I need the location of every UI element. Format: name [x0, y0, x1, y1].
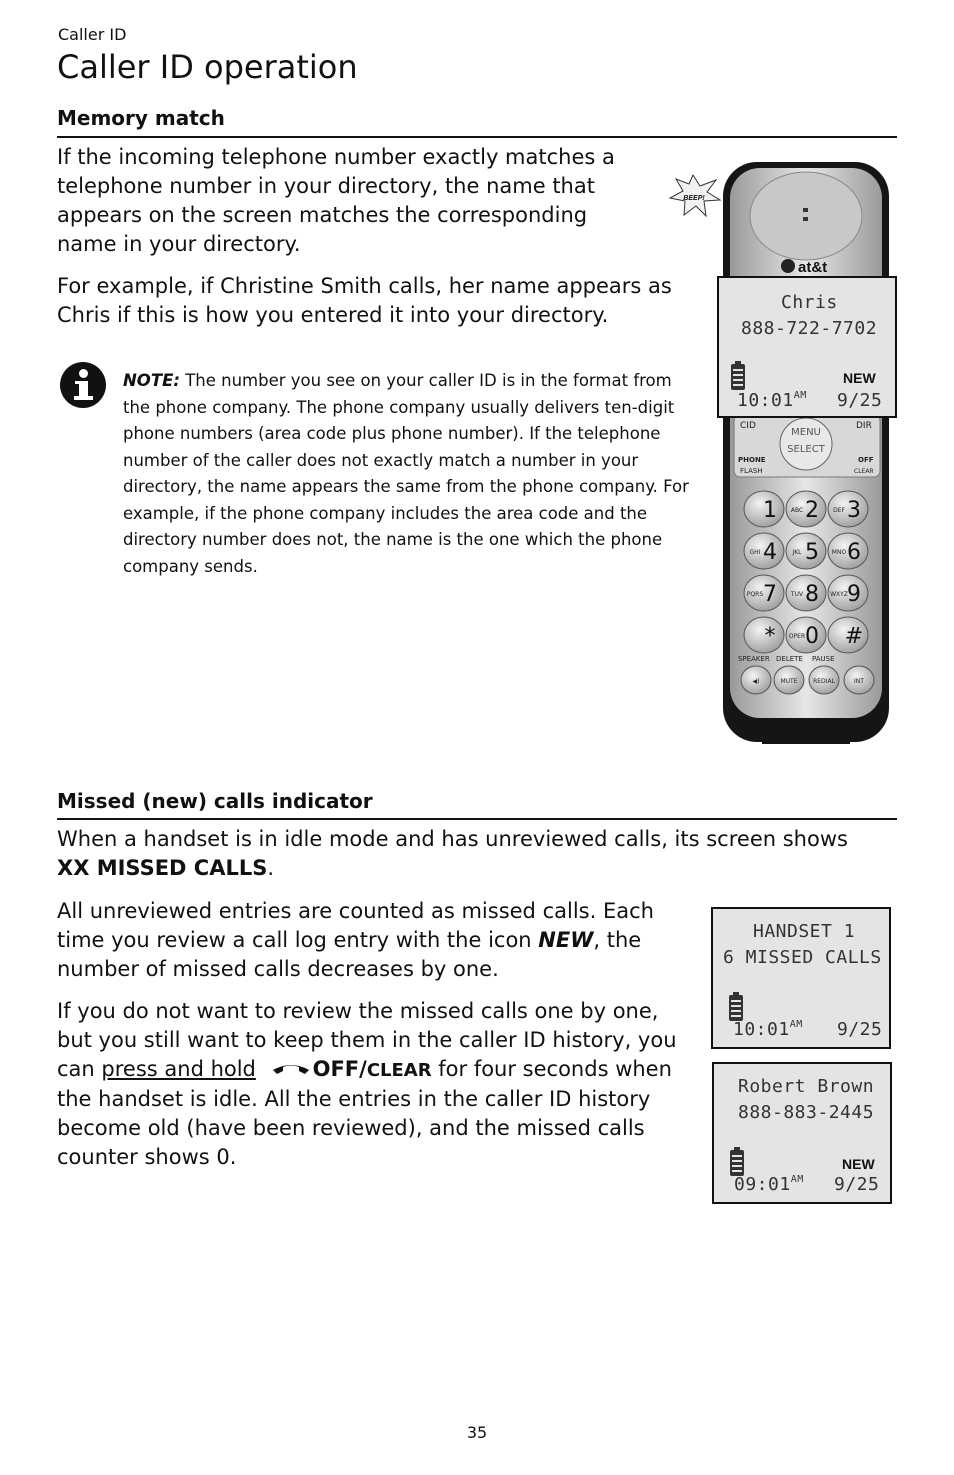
paragraph-memory-match: [57, 143, 615, 259]
missed-calls-screen: [711, 907, 891, 1049]
page-title: Caller ID operation: [57, 48, 358, 86]
screen-number: 888-722-7702: [741, 318, 878, 339]
clear-key-label: CLEAR: [854, 468, 874, 475]
text-line: become old (have been reviewed), and the missed calls: [57, 1116, 645, 1140]
text-line: All unreviewed entries are counted as missed calls. Each: [57, 899, 654, 923]
phone-off-icon: [271, 1061, 311, 1077]
missed-calls-term: XX MISSED CALLS: [57, 856, 268, 880]
keypad-digit: 8: [805, 582, 819, 607]
battery-icon: [731, 364, 745, 390]
text-line: When a handset is in idle mode and has unreviewed calls, its screen shows: [57, 827, 848, 851]
speaker-key-label: SPEAKER: [738, 655, 770, 663]
screen-time: $10:01^{AM}$: [733, 1019, 803, 1040]
keypad-digit: 5: [805, 540, 819, 565]
keypad-letters: TUV: [790, 591, 804, 598]
screen-name: Chris: [781, 292, 838, 313]
text-line: If you do not want to review the missed calls one by one,: [57, 999, 659, 1023]
keypad-digit: 4: [763, 540, 777, 565]
running-head: Caller ID: [58, 25, 127, 44]
flash-key-label: FLASH: [740, 467, 763, 475]
battery-icon: [730, 1150, 744, 1176]
screen-number: 888-883-2445: [738, 1102, 875, 1123]
text-line: name in your directory.: [57, 232, 301, 256]
clear-key-label: CLEAR: [366, 1060, 432, 1081]
text-line: telephone number in your directory, the name that: [57, 174, 595, 198]
function-key-label: INT: [854, 678, 864, 685]
screen-date: 9/25: [837, 1019, 883, 1040]
new-indicator: NEW: [842, 1156, 875, 1172]
screen-time: $10:01^{AM}$: [737, 390, 807, 411]
keypad-digit: 7: [763, 582, 777, 607]
keypad-digit: 3: [847, 498, 861, 523]
screen-date: 9/25: [834, 1174, 880, 1195]
section-heading-missed-calls: Missed (new) calls indicator: [57, 789, 373, 813]
keypad-digit: 2: [805, 498, 819, 523]
handset-screen: [717, 276, 897, 418]
press-and-hold-link: press and hold: [101, 1057, 256, 1081]
keypad-letters: GHI: [749, 549, 761, 556]
function-key-label: REDIAL: [813, 678, 835, 685]
keypad-letters: WXYZ: [830, 591, 848, 598]
function-key-label: MUTE: [780, 678, 798, 685]
keypad-digit: #: [844, 624, 864, 649]
speaker-icon: ◀): [752, 678, 760, 685]
keypad-letters: DEF: [833, 507, 845, 514]
text-line: If the incoming telephone number exactly matches a: [57, 145, 615, 169]
keypad-letters: PQRS: [746, 591, 764, 598]
text-line: appears on the screen matches the corresponding: [57, 203, 588, 227]
note-label: NOTE:: [123, 371, 180, 390]
text-line: Chris if this is how you entered it into your directory.: [57, 303, 609, 327]
keypad-letters: OPER: [788, 633, 806, 640]
delete-key-label: DELETE: [776, 655, 803, 663]
caller-screen: [712, 1062, 892, 1204]
text-line: but you still want to keep them in the caller ID history, you: [57, 1028, 677, 1052]
phone-key-label: PHONE: [738, 456, 766, 464]
paragraph-unreviewed: All unreviewed entries are counted as missed calls. Each time you review a call log entry with the icon NEW, the number of missed calls decreases by one.: [57, 897, 654, 984]
new-icon-label: NEW: [538, 928, 594, 952]
pause-key-label: PAUSE: [812, 655, 835, 663]
keypad-digit: 9: [847, 582, 861, 607]
info-icon: [60, 362, 106, 408]
beep-label: BEEP!: [683, 195, 705, 202]
cid-key-label: CID: [740, 421, 756, 431]
dir-key-label: DIR: [856, 421, 872, 431]
paragraph-press-hold: If you do not want to review the missed calls one by one, but you still want to keep them in the caller ID history, you can press and hold OFF/CLEAR for four seconds when the handset is idle. All the entries in the caller ID history become old (have been reviewed), and the missed calls counter shows 0.: [57, 997, 677, 1172]
paragraph-example: [57, 272, 672, 330]
screen-time: $09:01^{AM}$: [734, 1174, 804, 1195]
keypad-digit: *: [764, 624, 776, 649]
keypad-letters: JKL: [792, 549, 802, 556]
screen-missed-count: 6 MISSED CALLS: [723, 947, 882, 968]
note-text: The number you see on your caller ID is in the format from the phone company. The phone company usually delivers ten-digit phone numbers (area code plus phone number). If the telephone number of the caller does not exactly match a number in your directory, the name appears the same from the phone company. For example, if the phone company includes the area code and the directory number does not, the name is the one which the phone company sends.: [123, 371, 689, 576]
section-rule: [57, 136, 897, 138]
keypad-letters: ABC: [790, 507, 804, 514]
paragraph-idle-mode: When a handset is in idle mode and has unreviewed calls, its screen shows XX MISSED CALLS.: [57, 825, 897, 883]
keypad-letters: MNO: [831, 549, 847, 556]
select-key-label: SELECT: [787, 444, 825, 455]
section-rule: [57, 818, 897, 820]
page-number: 35: [466, 1423, 488, 1442]
menu-key-label: MENU: [791, 427, 821, 438]
battery-icon: [729, 995, 743, 1021]
text-line: number of missed calls decreases by one.: [57, 957, 499, 981]
screen-handset: HANDSET 1: [753, 921, 856, 942]
keypad-digit: 0: [805, 624, 819, 649]
text-line: the handset is idle. All the entries in the caller ID history: [57, 1087, 651, 1111]
keypad-digit: 6: [847, 540, 861, 565]
text-line: For example, if Christine Smith calls, her name appears as: [57, 274, 672, 298]
screen-date: 9/25: [837, 390, 883, 411]
section-heading-memory-match: Memory match: [57, 106, 225, 130]
keypad-digit: 1: [763, 498, 777, 523]
new-indicator: NEW: [843, 370, 876, 386]
text-line: counter shows 0.: [57, 1145, 237, 1169]
brand-logo: at&t: [798, 259, 828, 276]
off-key-label: OFF: [858, 456, 874, 464]
screen-name: Robert Brown: [738, 1076, 875, 1097]
handset-illustration: [660, 160, 900, 750]
note: [123, 368, 693, 580]
